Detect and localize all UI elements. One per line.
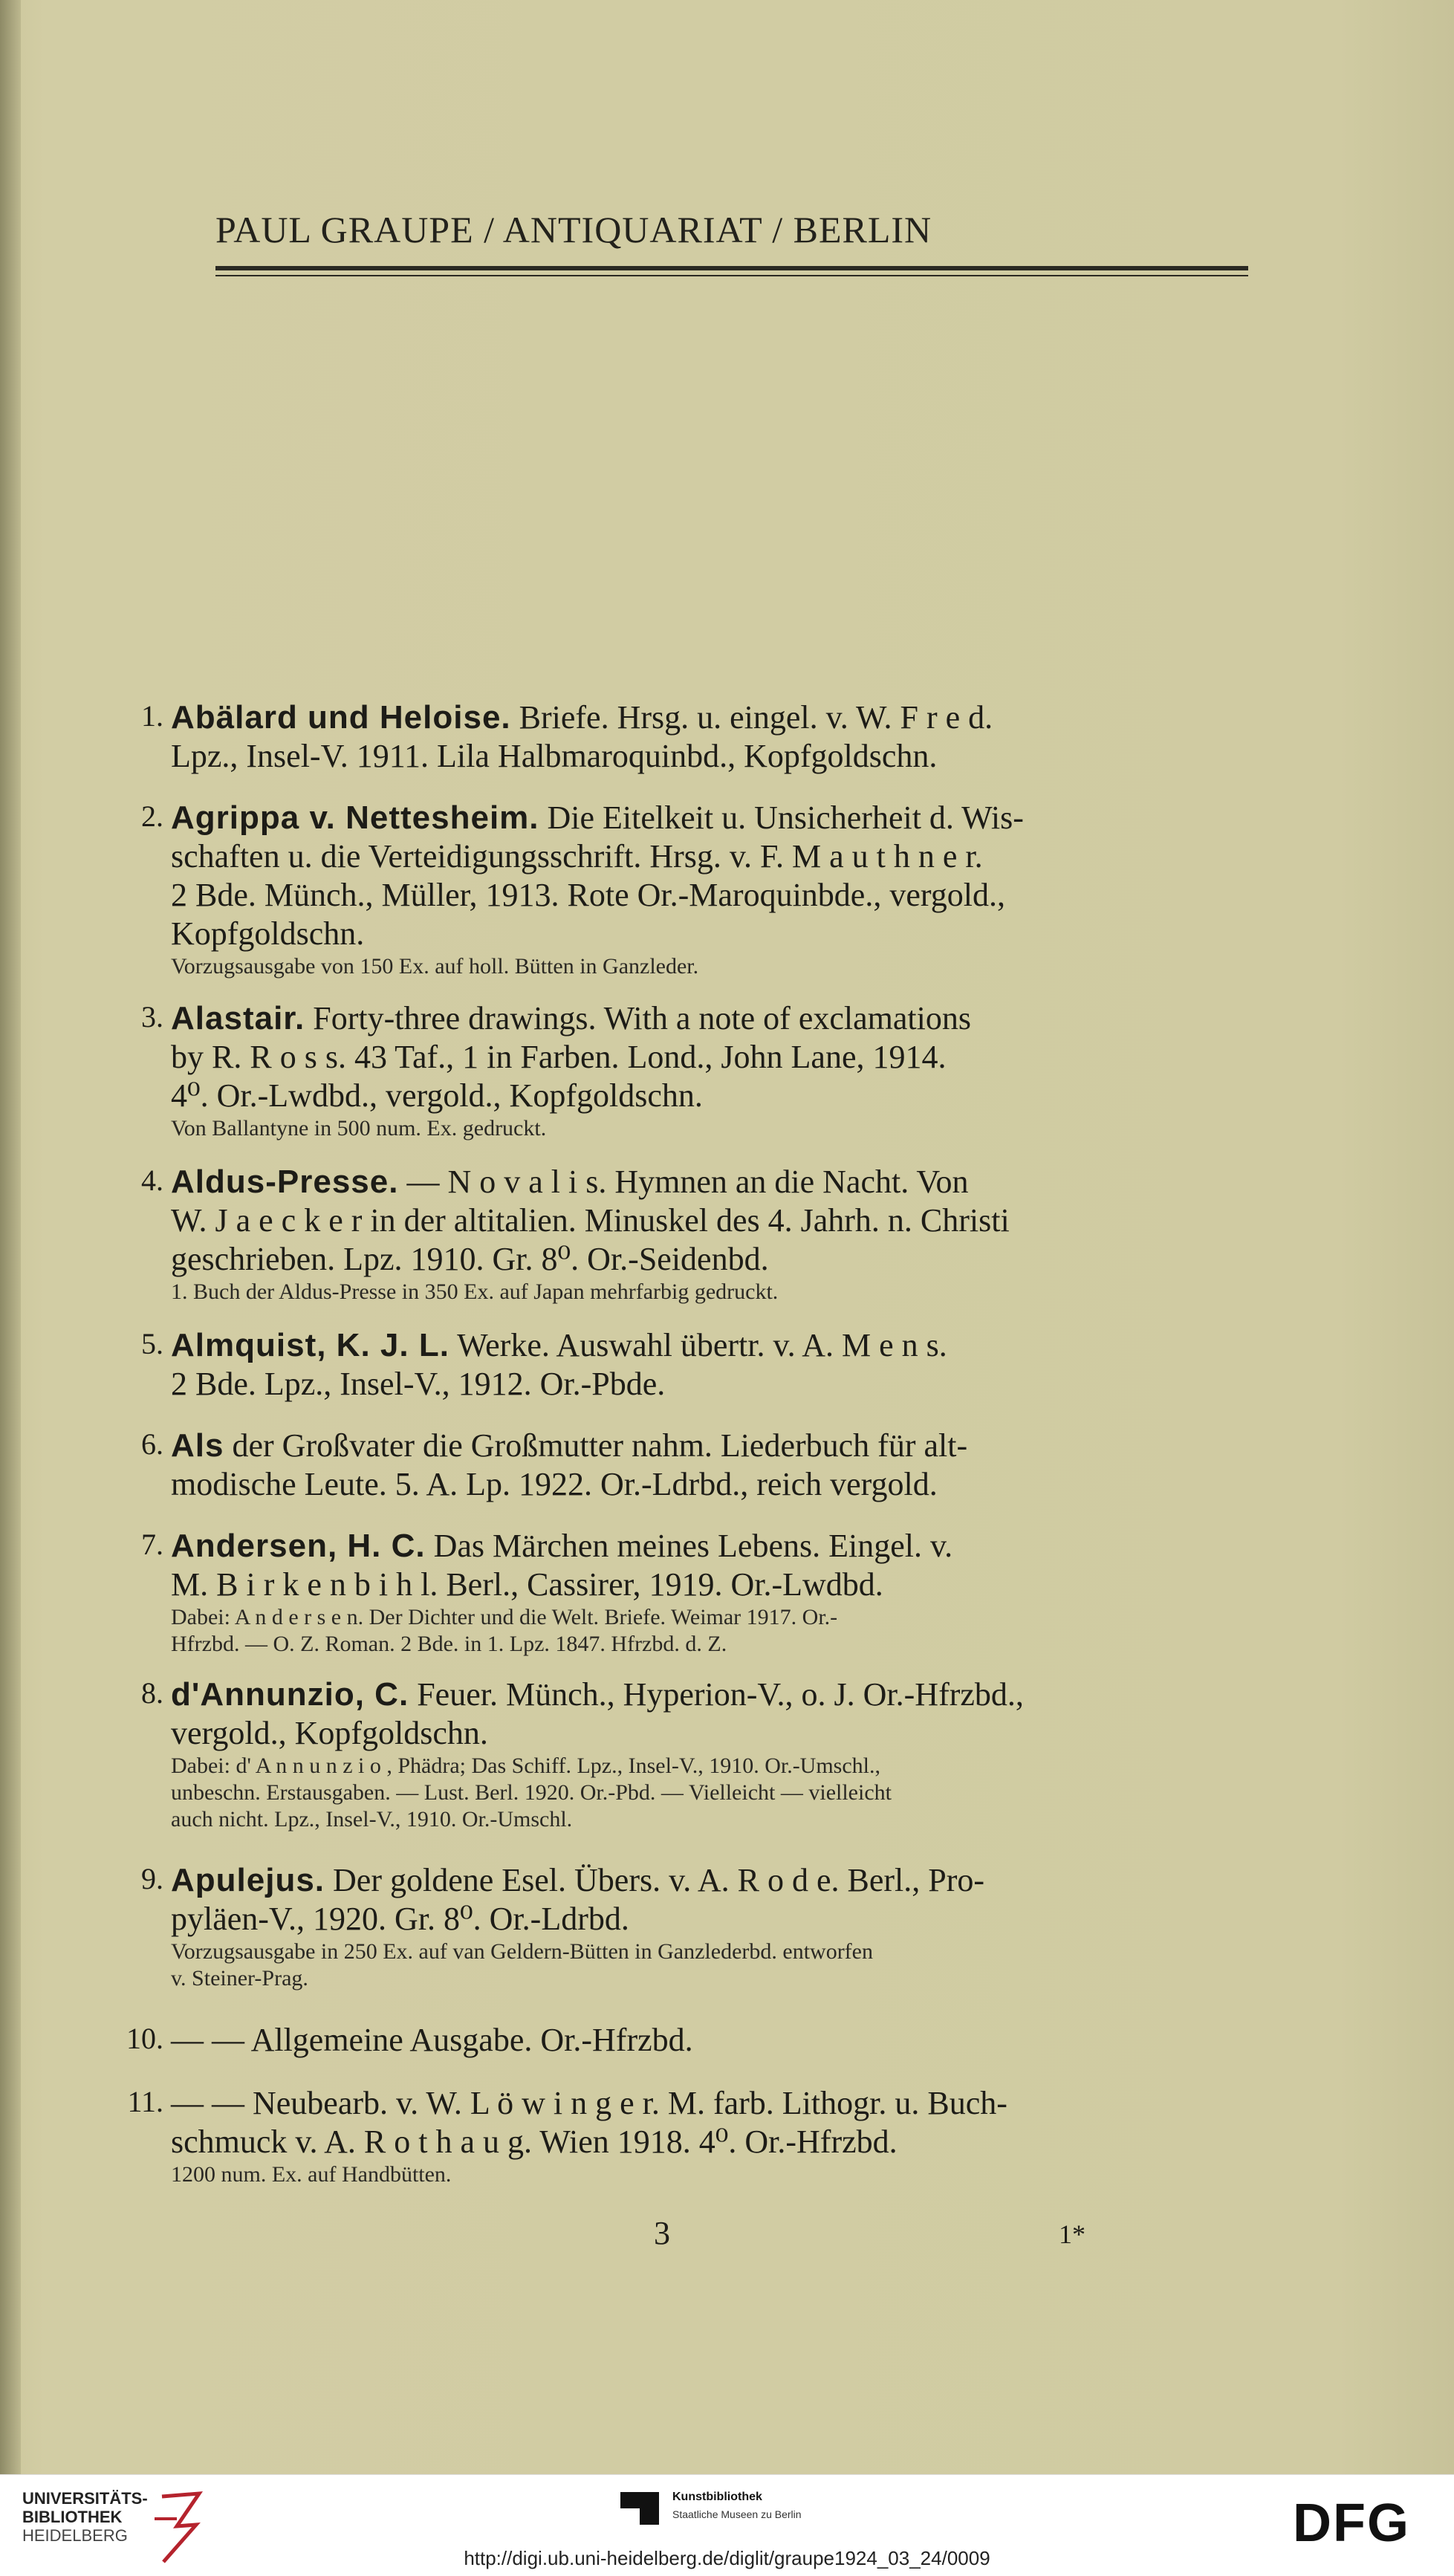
entry-body — [171, 999, 1263, 1142]
entry-text: Lpz., Insel-V. 1911. Lila Halbmaroquinbd., Kopfgoldschn. — [171, 738, 938, 774]
entry-note: Dabei: d' A n n u n z i o , Phädra; Das Schiff. Lpz., Insel-V., 1910. Or.-Umschl., — [171, 1753, 881, 1778]
permalink-url[interactable]: http://digi.ub.uni-heidelberg.de/diglit/graupe1924_03_24/0009 — [464, 2547, 990, 2569]
entry-line — [171, 1077, 1263, 1115]
entry-text: schaften u. die Verteidigungsschrift. Hrsg. v. F. M a u t h n e r. — [171, 838, 983, 875]
entry-line — [171, 1900, 1263, 1939]
ub-logo-line2: BIBLIOTHEK — [22, 2508, 123, 2526]
entry-heading: Almquist, K. J. L. — [171, 1327, 449, 1363]
entry-text: Forty-three drawings. With a note of exclamations — [305, 1000, 971, 1036]
entry-line — [171, 1201, 1263, 1240]
entry-line — [171, 837, 1263, 876]
entry-body — [171, 698, 1263, 776]
entry-text: Der goldene Esel. Übers. v. A. R o d e. Berl., Pro- — [325, 1862, 985, 1898]
entry-text: modische Leute. 5. A. Lp. 1922. Or.-Ldrbd., reich vergold. — [171, 1466, 938, 1502]
entry-number: 2. — [141, 799, 163, 833]
entry-number: 4. — [141, 1164, 163, 1197]
entry-line — [171, 2084, 1263, 2123]
entry-text: Briefe. Hrsg. u. eingel. v. W. F r e d. — [510, 699, 993, 736]
entry-line — [171, 1527, 1263, 1566]
entry-line — [171, 1365, 1263, 1404]
entry-note: Vorzugsausgabe in 250 Ex. auf van Geldern-Bütten in Ganzlederbd. entworfen — [171, 1939, 873, 1964]
entry-text: Die Eitelkeit u. Unsicherheit d. Wis- — [539, 799, 1024, 836]
entry-note: Von Ballantyne in 500 num. Ex. gedruckt. — [171, 1116, 547, 1141]
entry-number: 9. — [141, 1862, 163, 1895]
entry-body — [171, 799, 1263, 980]
entry-text: schmuck v. A. R o t h a u g. Wien 1918. 4⁰. Or.-Hfrzbd. — [171, 2124, 898, 2160]
entry-line — [171, 999, 1263, 1038]
entry-text: M. B i r k e n b i h l. Berl., Cassirer, 1919. Or.-Lwdbd. — [171, 1566, 883, 1603]
entry-heading: Abälard und Heloise. — [171, 699, 511, 736]
entry-heading: Aldus-Presse. — [171, 1164, 399, 1200]
entry-body — [171, 1427, 1263, 1504]
entry-line — [171, 1465, 1263, 1504]
entry-heading: Apulejus. — [171, 1862, 325, 1898]
entry-body — [171, 1527, 1263, 1658]
entry-note: Dabei: A n d e r s e n. Der Dichter und die Welt. Briefe. Weimar 1917. Or.- — [171, 1605, 838, 1629]
entry-text: — — Neubearb. v. W. L ö w i n g e r. M. farb. Lithogr. u. Buch- — [171, 2085, 1007, 2121]
entry-line — [171, 1714, 1263, 1753]
entry-note: v. Steiner-Prag. — [171, 1966, 308, 1991]
entry-text: 2 Bde. Lpz., Insel-V., 1912. Or.-Pbde. — [171, 1366, 666, 1402]
entry-body — [171, 2021, 1263, 2060]
entry-line — [171, 737, 1263, 776]
ub-logo-line1: UNIVERSITÄTS- — [22, 2489, 148, 2508]
dfg-logo[interactable]: DFG — [1293, 2494, 1410, 2553]
entry-note: 1200 num. Ex. auf Handbütten. — [171, 2162, 452, 2187]
entry-line — [171, 1038, 1263, 1077]
entry-body — [171, 1326, 1263, 1404]
entry-text: geschrieben. Lpz. 1910. Gr. 8⁰. Or.-Seidenbd. — [171, 1241, 769, 1277]
entry-text: Feuer. Münch., Hyperion-V., o. J. Or.-Hfrzbd., — [409, 1676, 1024, 1713]
entry-line — [171, 915, 1263, 953]
page-number: 3 — [654, 2215, 670, 2251]
entry-number: 7. — [141, 1528, 163, 1561]
signature-mark: 1* — [1059, 2219, 1085, 2249]
entry-number: 11. — [127, 2085, 163, 2118]
entry-text: — N o v a l i s. Hymnen an die Nacht. Von — [398, 1164, 969, 1200]
entry-note: Vorzugsausgabe von 150 Ex. auf holl. Bütten in Ganzleder. — [171, 954, 699, 979]
entry-number: 3. — [141, 1000, 163, 1034]
entry-text: vergold., Kopfgoldschn. — [171, 1715, 488, 1751]
entry-heading: d'Annunzio, C. — [171, 1676, 409, 1713]
entry-note: 1. Buch der Aldus-Presse in 350 Ex. auf Japan mehrfarbig gedruckt. — [171, 1279, 779, 1304]
entry-number: 6. — [141, 1427, 163, 1461]
entry-text: Kopfgoldschn. — [171, 915, 365, 952]
page-header-title: PAUL GRAUPE / ANTIQUARIAT / BERLIN — [215, 209, 932, 250]
entry-line — [171, 1163, 1263, 1201]
entry-text: Werke. Auswahl übertr. v. A. M e n s. — [449, 1327, 947, 1363]
header-rule-thin — [215, 275, 1248, 276]
entry-body — [171, 1861, 1263, 1992]
entry-number: 10. — [126, 2022, 163, 2055]
entry-text: by R. R o s s. 43 Taf., 1 in Farben. Lond., John Lane, 1914. — [171, 1039, 947, 1075]
entry-number: 5. — [141, 1327, 163, 1360]
entry-heading: Als — [171, 1427, 224, 1464]
entry-body — [171, 1675, 1263, 1833]
entry-text: 2 Bde. Münch., Müller, 1913. Rote Or.-Maroquinbde., vergold., — [171, 877, 1005, 913]
entry-text: — — Allgemeine Ausgabe. Or.-Hfrzbd. — [171, 2022, 693, 2058]
entry-line — [171, 1566, 1263, 1604]
entry-line — [171, 1427, 1263, 1465]
entry-heading: Andersen, H. C. — [171, 1528, 426, 1564]
entry-note: Hfrzbd. — O. Z. Roman. 2 Bde. in 1. Lpz. 1847. Hfrzbd. d. Z. — [171, 1632, 727, 1656]
kunstbibliothek-name: Kunstbibliothek — [672, 2491, 762, 2503]
kunstbibliothek-emblem-icon — [620, 2489, 659, 2528]
entry-line — [171, 799, 1263, 837]
entry-text: 4⁰. Or.-Lwdbd., vergold., Kopfgoldschn. — [171, 1077, 703, 1114]
entry-line — [171, 876, 1263, 915]
entry-note: auch nicht. Lpz., Insel-V., 1910. Or.-Umschl. — [171, 1807, 573, 1832]
entry-line — [171, 698, 1263, 737]
entry-text: W. J a e c k e r in der altitalien. Minuskel des 4. Jahrh. n. Christi — [171, 1202, 1010, 1239]
entry-line — [171, 1861, 1263, 1900]
kunstbibliothek-subtitle: Staatliche Museen zu Berlin — [672, 2508, 802, 2520]
entry-text: Das Märchen meines Lebens. Eingel. v. — [425, 1528, 953, 1564]
entry-note: unbeschn. Erstausgaben. — Lust. Berl. 1920. Or.-Pbd. — Vielleicht — vielleicht — [171, 1780, 892, 1805]
entry-line — [171, 1326, 1263, 1365]
entry-text: der Großvater die Großmutter nahm. Liederbuch für alt- — [224, 1427, 968, 1464]
entry-line — [171, 1240, 1263, 1279]
entry-text: pyläen-V., 1920. Gr. 8⁰. Or.-Ldrbd. — [171, 1901, 629, 1937]
entry-line — [171, 2021, 1263, 2060]
ub-logo-line3: HEIDELBERG — [22, 2526, 128, 2545]
entry-line — [171, 1675, 1263, 1714]
page-spine-shadow — [0, 0, 21, 2474]
header-rule — [215, 266, 1248, 270]
entry-number: 8. — [141, 1676, 163, 1710]
entry-body — [171, 2084, 1263, 2188]
entry-line — [171, 2123, 1263, 2161]
entry-number: 1. — [141, 699, 163, 733]
entry-heading: Agrippa v. Nettesheim. — [171, 799, 539, 836]
entry-heading: Alastair. — [171, 1000, 305, 1036]
entry-body — [171, 1163, 1263, 1305]
